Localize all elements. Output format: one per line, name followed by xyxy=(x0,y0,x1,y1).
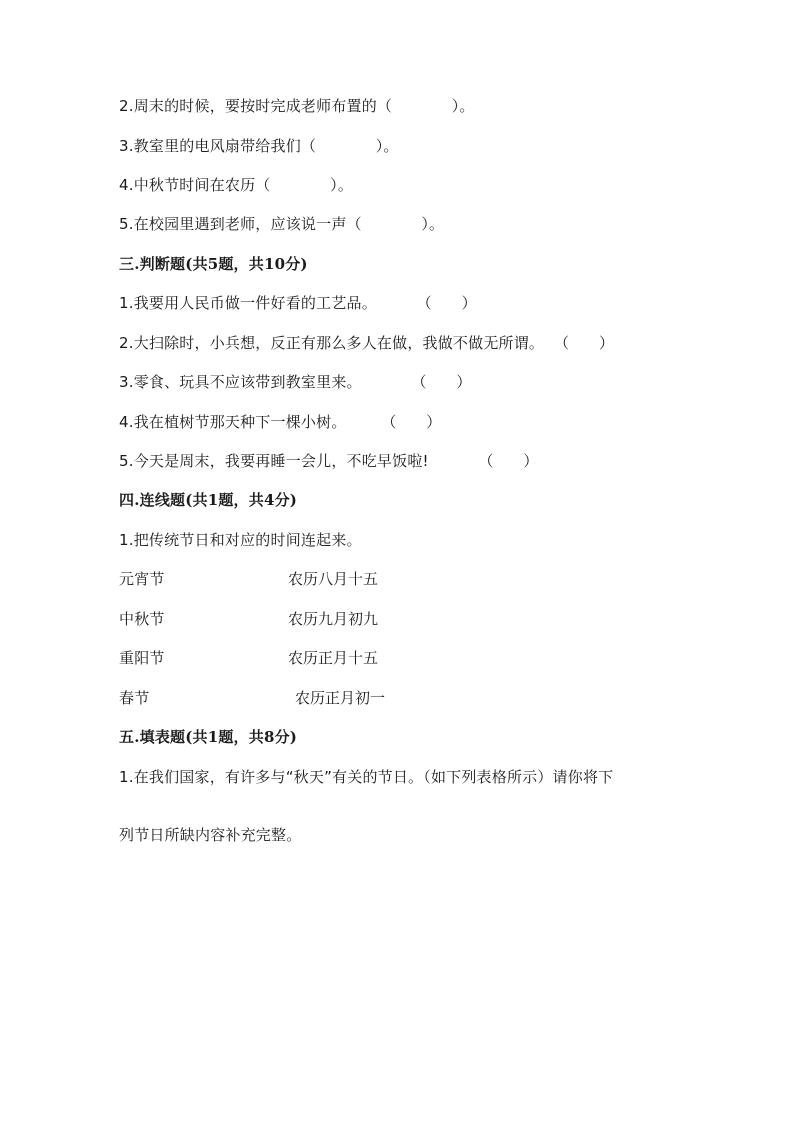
fill-blank-item-5: 5.在校园里遇到老师，应该说一声（ ）。 xyxy=(119,215,445,233)
matching-left-item: 春节 xyxy=(119,689,150,707)
judgment-item-5: 5.今天是周末，我要再睡一会儿，不吃早饭啦! （ ） xyxy=(119,452,539,470)
fill-blank-item-2: 2.周末的时候，要按时完成老师布置的（ ）。 xyxy=(119,97,475,115)
judgment-item-1: 1.我要用人民币做一件好看的工艺品。 （ ） xyxy=(119,294,477,312)
matching-heading: 四.连线题(共1题，共4分) xyxy=(119,491,298,509)
table-fill-question-line2: 列节日所缺内容补充完整。 xyxy=(119,826,302,844)
matching-right-item: 农历九月初九 xyxy=(288,610,379,628)
matching-question: 1.把传统节日和对应的时间连起来。 xyxy=(119,531,362,549)
matching-left-item: 元宵节 xyxy=(119,570,165,588)
matching-left-item: 重阳节 xyxy=(119,649,165,667)
matching-right-item: 农历正月初一 xyxy=(295,689,386,707)
judgment-item-4: 4.我在植树节那天种下一棵小树。 （ ） xyxy=(119,413,442,431)
table-fill-question-line1: 1.在我们国家，有许多与“秋天”有关的节日。（如下列表格所示）请你将下 xyxy=(119,768,614,786)
judgment-item-2: 2.大扫除时，小兵想，反正有那么多人在做，我做不做无所谓。 （ ） xyxy=(119,334,615,352)
fill-blank-item-3: 3.教室里的电风扇带给我们（ ）。 xyxy=(119,137,399,155)
fill-blank-item-4: 4.中秋节时间在农历（ ）。 xyxy=(119,176,354,194)
judgment-item-3: 3.零食、玩具不应该带到教室里来。 （ ） xyxy=(119,373,472,391)
table-fill-heading: 五.填表题(共1题，共8分) xyxy=(119,728,298,746)
judgment-heading: 三.判断题(共5题，共10分) xyxy=(119,255,308,273)
matching-right-item: 农历八月十五 xyxy=(288,570,379,588)
matching-right-item: 农历正月十五 xyxy=(288,649,379,667)
matching-left-item: 中秋节 xyxy=(119,610,165,628)
